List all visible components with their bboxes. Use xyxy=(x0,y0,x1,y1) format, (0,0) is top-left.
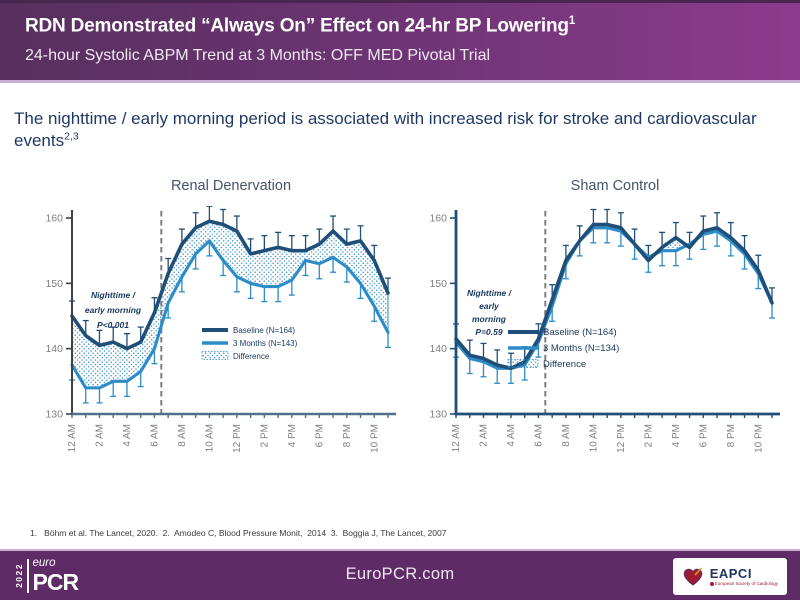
y-tick-label: 160 xyxy=(429,212,447,225)
x-tick-label: 12 AM xyxy=(67,424,78,453)
legend-baseline-label: Baseline (N=164) xyxy=(233,326,296,335)
x-tick-label: 2 PM xyxy=(259,424,271,448)
references-footnote: 1. Böhm et al. The Lancet, 2020. 2. Amodeo C, Blood Pressure Monit, 2014 3. Boggia J, The Lancet, 2007 xyxy=(30,528,447,538)
chart-title-renal-denervation: Renal Denervation xyxy=(170,178,292,194)
x-tick-label: 10 PM xyxy=(753,424,765,453)
x-tick-label: 10 PM xyxy=(369,424,381,453)
legend-3months-label: 3 Months (N=143) xyxy=(233,339,298,348)
statement-superscript: 2,3 xyxy=(64,130,79,143)
x-tick-label: 12 AM xyxy=(451,424,462,453)
header-banner xyxy=(0,0,800,80)
x-tick-label: 6 AM xyxy=(533,424,545,447)
title-superscript: 1 xyxy=(568,14,576,27)
x-tick-label: 6 PM xyxy=(698,424,710,448)
annotation-line: Nighttime / xyxy=(91,290,135,300)
legend-difference-label: Difference xyxy=(233,352,270,361)
y-tick-label: 130 xyxy=(45,408,63,421)
eapci-logo xyxy=(673,558,787,595)
y-tick-label: 140 xyxy=(45,343,63,356)
footer-url: EuroPCR.com xyxy=(345,565,455,583)
x-tick-label: 8 PM xyxy=(725,424,737,448)
key-statement-text: The nighttime / early morning period is associated with increased risk for stroke and cardiovascular events xyxy=(14,109,757,151)
nighttime-annotation xyxy=(467,288,513,337)
eapci-heart-icon xyxy=(682,566,704,588)
x-tick-label: 12 PM xyxy=(231,424,243,453)
page-subtitle: 24-hour Systolic ABPM Trend at 3 Months: OFF MED Pivotal Trial xyxy=(25,47,491,64)
x-tick-label: 4 PM xyxy=(670,424,682,448)
esc-logo-dot-icon xyxy=(710,582,714,586)
y-tick-label: 160 xyxy=(45,212,63,225)
annotation-line: early xyxy=(479,301,499,311)
x-tick-label: 2 AM xyxy=(478,424,490,447)
x-tick-label: 4 PM xyxy=(286,424,298,448)
page-title-text: RDN Demonstrated “Always On” Effect on 24-hr BP Lowering xyxy=(25,15,569,37)
chart-legend xyxy=(202,326,298,361)
nighttime-annotation xyxy=(85,290,142,330)
x-tick-label: 2 AM xyxy=(94,424,106,447)
x-tick-label: 8 AM xyxy=(560,424,572,447)
x-tick-label: 12 PM xyxy=(615,424,627,453)
renal-denervation-chart-svg xyxy=(36,206,408,488)
page-title xyxy=(25,14,785,37)
legend-baseline-label: Baseline (N=164) xyxy=(543,327,617,338)
x-tick-label: 4 AM xyxy=(505,424,517,447)
sham-control-chart-svg xyxy=(420,206,792,488)
legend-3months-label: 3 Months (N=134) xyxy=(543,343,620,354)
x-tick-label: 10 AM xyxy=(588,424,600,453)
annotation-line: P=0.59 xyxy=(475,327,503,337)
x-tick-label: 2 PM xyxy=(643,424,655,448)
annotation-line: early morning xyxy=(84,305,142,315)
x-tick-label: 6 PM xyxy=(314,424,326,448)
legend-difference-label: Difference xyxy=(543,359,587,370)
x-tick-label: 8 AM xyxy=(176,424,188,447)
y-tick-label: 140 xyxy=(429,343,447,356)
x-tick-label: 4 AM xyxy=(121,424,133,447)
europcr-year-label: 2022 xyxy=(14,563,24,589)
header-divider-strip xyxy=(0,80,800,83)
footer-bar xyxy=(0,549,800,600)
chart-legend xyxy=(508,327,619,370)
eapci-subtitle-text: European Society of Cardiology xyxy=(714,580,778,586)
europcr-pcr-label: PCR xyxy=(32,568,79,595)
eapci-name-label: EAPCI xyxy=(709,565,752,581)
key-statement xyxy=(14,108,792,153)
annotation-line: Nighttime / xyxy=(467,288,511,298)
y-tick-label: 150 xyxy=(45,277,63,290)
x-tick-label: 6 AM xyxy=(149,424,161,447)
europcr-euro-label: euro xyxy=(32,557,56,569)
annotation-line: P<0.001 xyxy=(97,320,129,330)
y-tick-label: 130 xyxy=(429,408,447,421)
chart-renal-denervation xyxy=(36,178,408,488)
y-tick-label: 150 xyxy=(429,277,447,290)
annotation-line: morning xyxy=(472,314,506,324)
chart-sham-control xyxy=(420,178,792,488)
eapci-subtitle xyxy=(710,582,778,587)
x-tick-label: 8 PM xyxy=(341,424,353,448)
x-tick-label: 10 AM xyxy=(204,424,216,453)
chart-title-sham-control: Sham Control xyxy=(570,178,660,194)
